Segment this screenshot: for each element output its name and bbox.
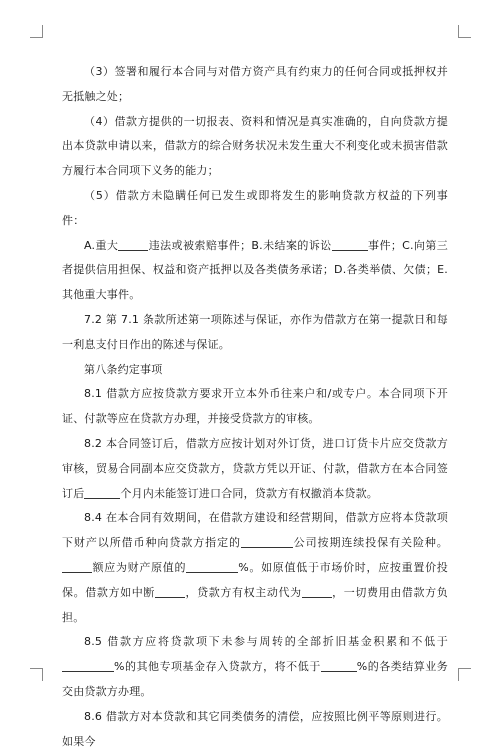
blank-field — [302, 585, 332, 598]
blank-field — [62, 560, 92, 573]
crop-mark-bottom-left — [30, 668, 43, 681]
section-heading-article-8: 第八条约定事项 — [84, 362, 163, 376]
paragraph-8-4: 8.4 在本合同有效期间，在借款方建设和经营期间，借款方应将本贷款项下财产以所借币种向贷款方指定的 公司按期连续投保有关险种。额应为财产原值的 %。如原值低于市场价时，应按重置价投保。借款方如中断 ，贷款方有权主动代为 ，一切费用由借款方负担。 — [62, 511, 449, 624]
paragraph-7-2: 7.2 第 7.1 条款所述第一项陈述与保证，亦作为借款方在第一提款日和每一利息支付日作出的陈述与保证。 — [62, 312, 448, 351]
paragraph-events-list: A.重大 违法或被索赔事件；B.未结案的诉讼 事件；C.向第三者提供信用担保、权益和资产抵押以及各类债务承诺；D.各类举债、欠债；E.其他重大事件。 — [62, 238, 448, 302]
paragraph-3-3: （3）签署和履行本合同与对借方资产具有约束力的任何合同或抵押权并无抵触之处； — [62, 65, 448, 103]
crop-mark-top-right — [458, 25, 471, 38]
crop-mark-bottom-right — [458, 668, 471, 681]
blank-field — [321, 659, 357, 672]
blank-field — [84, 486, 120, 499]
blank-field — [332, 238, 368, 251]
paragraph-8-5: 8.5 借款方应将贷款项下未参与周转的全部折旧基金积累和不低于%的其他专项基金存入贷款方，将不低于 %的各类结算业务交由贷款方办理。 — [62, 635, 448, 698]
paragraph-8-1: 8.1 借款方应按贷款方要求开立本外币往来户和/或专户。本合同项下开证、付款等应在贷款方办理，并接受贷款方的审核。 — [62, 387, 448, 426]
document-body — [62, 60, 448, 754]
blank-field — [155, 585, 185, 598]
blank-field — [62, 659, 114, 672]
blank-field — [118, 238, 148, 251]
paragraph-3-5: （5）借款方未隐瞒任何已发生或即将发生的影响贷款方权益的下列事件： — [62, 188, 448, 227]
blank-field — [186, 560, 238, 573]
crop-mark-top-left — [30, 25, 43, 38]
blank-field — [241, 535, 293, 548]
paragraph-8-6: 8.6 借款方对本贷款和其它同类债务的清偿，应按照比例平等原则进行。如果今 — [62, 709, 448, 748]
paragraph-3-4: （4）借款方提供的一切报表、资料和情况是真实准确的，自向贷款方提出本贷款申请以来，借款方的综合财务状况未发生重大不利变化或未损害借款方履行本合同项下义务的能力； — [62, 114, 448, 178]
paragraph-8-2: 8.2 本合同签订后，借款方应按计划对外订货，进口订货卡片应交贷款方审核，贸易合同副本应交贷款方，贷款方凭以开证、付款，借款方在本合同签订后 个月内未能签订进口合同，贷款方有权撤消本贷款。 — [62, 436, 448, 500]
